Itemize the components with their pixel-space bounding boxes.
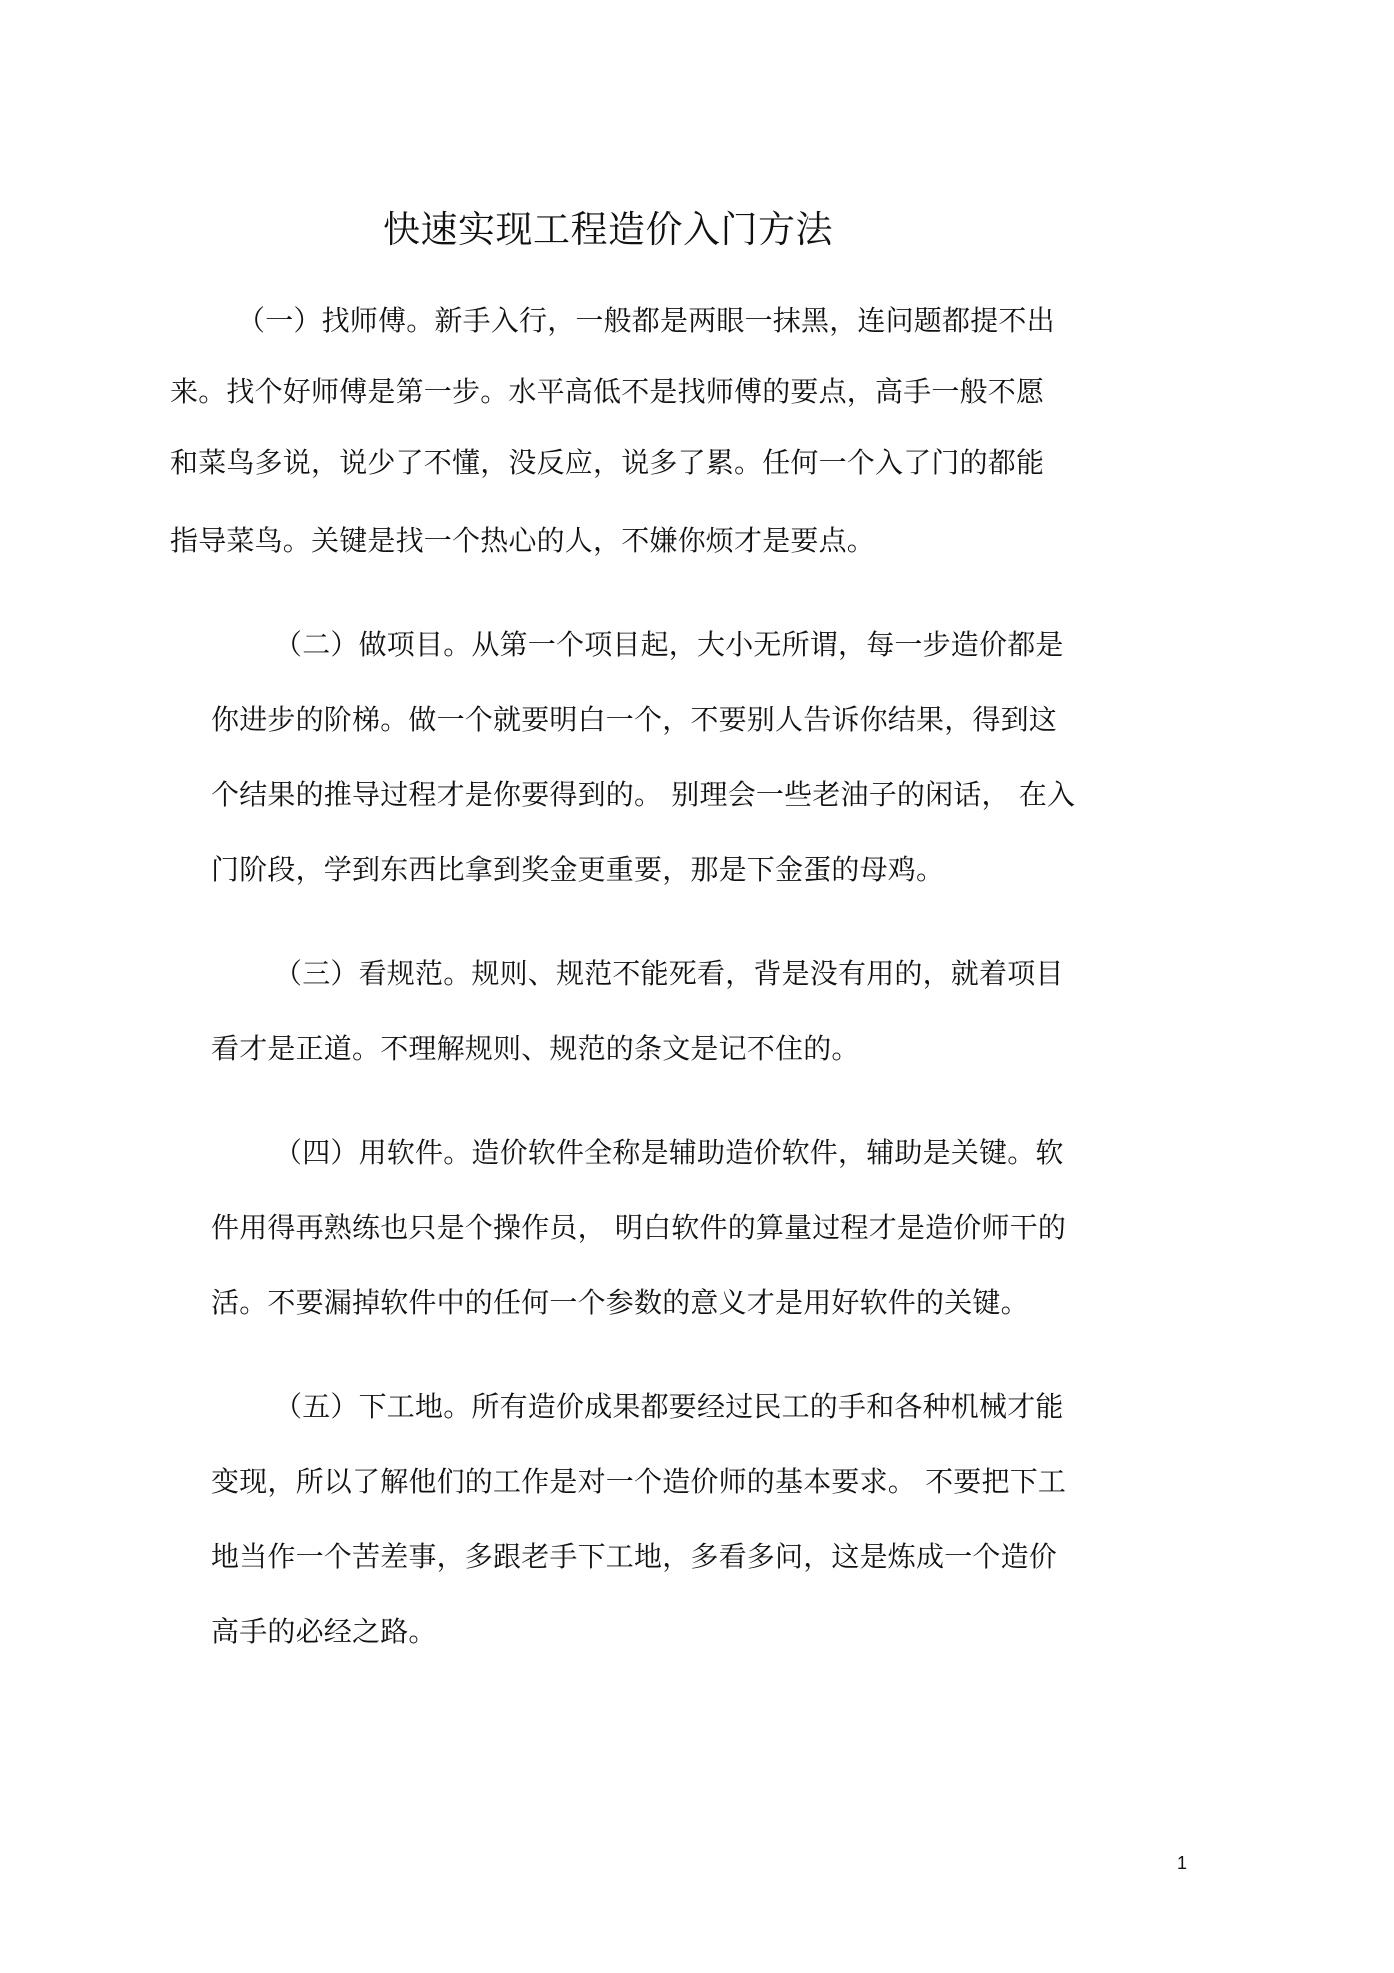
paragraph-5-line-3: 地当作一个苦差事，多跟老手下工地，多看多问，这是炼成一个造价 bbox=[211, 1540, 1058, 1573]
paragraph-3-line-2: 看才是正道。不理解规则、规范的条文是记不住的。 bbox=[211, 1032, 860, 1065]
paragraph-2-line-1: （二）做项目。从第一个项目起，大小无所谓，每一步造价都是 bbox=[274, 628, 1064, 661]
paragraph-5-line-1: （五）下工地。所有造价成果都要经过民工的手和各种机械才能 bbox=[274, 1390, 1064, 1423]
page-number: 1 bbox=[1177, 1853, 1188, 1873]
paragraph-4-line-3: 活。不要漏掉软件中的任何一个参数的意义才是用好软件的关键。 bbox=[211, 1286, 1029, 1319]
paragraph-5-line-2: 变现，所以了解他们的工作是对一个造价师的基本要求。 不要把下工 bbox=[211, 1465, 1067, 1498]
paragraph-2-line-2: 你进步的阶梯。做一个就要明白一个，不要别人告诉你结果，得到这 bbox=[211, 703, 1058, 736]
paragraph-2-line-3: 个结果的推导过程才是你要得到的。 别理会一些老油子的闲话， 在入 bbox=[211, 778, 1076, 811]
paragraph-4-line-1: （四）用软件。造价软件全称是辅助造价软件，辅助是关键。软 bbox=[274, 1136, 1064, 1169]
paragraph-1-line-2: 来。找个好师傅是第一步。水平高低不是找师傅的要点，高手一般不愿 bbox=[170, 375, 1045, 408]
paragraph-1-line-4: 指导菜鸟。关键是找一个热心的人，不嫌你烦才是要点。 bbox=[170, 524, 876, 557]
paragraph-3-line-1: （三）看规范。规则、规范不能死看，背是没有用的，就着项目 bbox=[274, 957, 1064, 990]
paragraph-5-line-4: 高手的必经之路。 bbox=[211, 1615, 437, 1648]
paragraph-1-line-3: 和菜鸟多说，说少了不懂，没反应，说多了累。任何一个入了门的都能 bbox=[170, 446, 1045, 479]
paragraph-4-line-2: 件用得再熟练也只是个操作员， 明白软件的算量过程才是造价师干的 bbox=[211, 1211, 1067, 1244]
document-title: 快速实现工程造价入门方法 bbox=[383, 208, 833, 251]
paragraph-1-line-1: （一）找师傅。新手入行，一般都是两眼一抹黑，连问题都提不出 bbox=[237, 304, 1055, 337]
paragraph-2-line-4: 门阶段，学到东西比拿到奖金更重要，那是下金蛋的母鸡。 bbox=[211, 853, 945, 886]
